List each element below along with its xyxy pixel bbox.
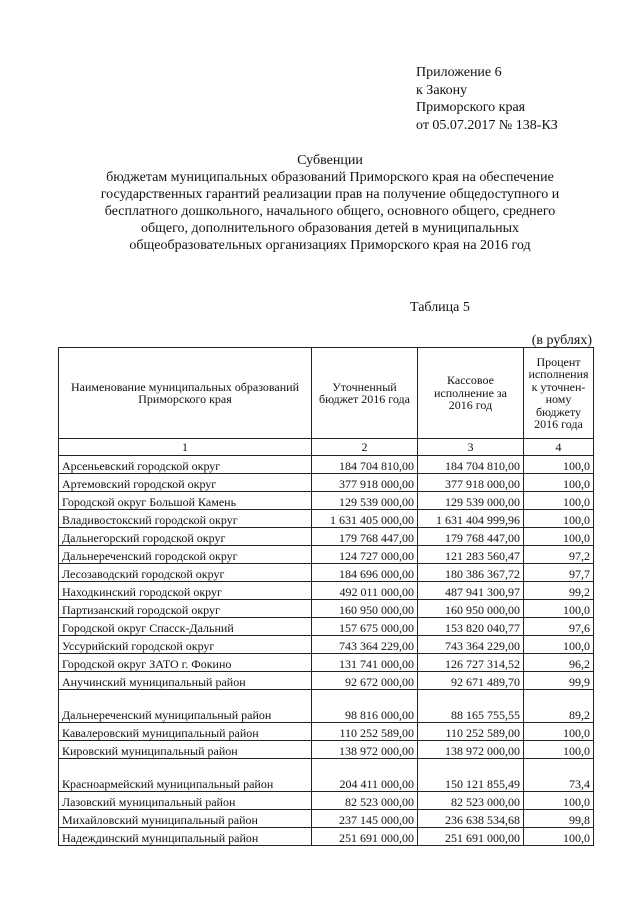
row-name: Дальнереченский муниципальный район xyxy=(59,690,312,723)
table-row xyxy=(59,510,594,528)
appendix-line: к Закону xyxy=(416,82,468,98)
column-number: 4 xyxy=(524,439,594,456)
row-percent: 100,0 xyxy=(524,492,594,510)
row-percent: 100,0 xyxy=(524,528,594,546)
table-label: Таблица 5 xyxy=(410,300,470,315)
row-name: Кавалеровский муниципальный район xyxy=(59,723,312,741)
table-row xyxy=(59,600,594,618)
table-row xyxy=(59,582,594,600)
row-percent: 100,0 xyxy=(524,456,594,474)
row-executed: 1 631 404 999,96 xyxy=(418,510,524,528)
row-percent: 97,6 xyxy=(524,618,594,636)
row-budget: 124 727 000,00 xyxy=(312,546,418,564)
document-title xyxy=(40,152,620,254)
row-name: Лесозаводский городской округ xyxy=(59,564,312,582)
row-executed: 129 539 000,00 xyxy=(418,492,524,510)
appendix-line: Приложение 6 xyxy=(416,65,502,80)
row-name: Лазовский муниципальный район xyxy=(59,792,312,810)
row-percent: 100,0 xyxy=(524,723,594,741)
row-percent: 89,2 xyxy=(524,690,594,723)
row-budget: 179 768 447,00 xyxy=(312,528,418,546)
table-row xyxy=(59,528,594,546)
row-name: Дальнегорский городской округ xyxy=(59,528,312,546)
table-row xyxy=(59,546,594,564)
row-executed: 150 121 855,49 xyxy=(418,759,524,792)
row-percent: 99,8 xyxy=(524,810,594,828)
row-executed: 179 768 447,00 xyxy=(418,528,524,546)
row-budget: 98 816 000,00 xyxy=(312,690,418,723)
table-row xyxy=(59,741,594,759)
row-percent: 96,2 xyxy=(524,654,594,672)
table-row xyxy=(59,723,594,741)
row-percent: 100,0 xyxy=(524,741,594,759)
table-row xyxy=(59,564,594,582)
row-executed: 138 972 000,00 xyxy=(418,741,524,759)
title-heading: Субвенции xyxy=(297,153,363,168)
title-line: общего, дополнительного образования детей в муниципальных xyxy=(140,221,520,236)
header-budget: Уточненный бюджет 2016 года xyxy=(312,348,418,439)
row-name: Городской округ ЗАТО г. Фокино xyxy=(59,654,312,672)
subsidy-table xyxy=(58,347,594,846)
row-executed: 487 941 300,97 xyxy=(418,582,524,600)
row-name: Михайловский муниципальный район xyxy=(59,810,312,828)
row-percent: 100,0 xyxy=(524,600,594,618)
title-line: бюджетам муниципальных образований Приморского края на обеспечение xyxy=(106,170,554,185)
row-name: Дальнереченский городской округ xyxy=(59,546,312,564)
row-executed: 82 523 000,00 xyxy=(418,792,524,810)
row-executed: 236 638 534,68 xyxy=(418,810,524,828)
row-percent: 100,0 xyxy=(524,474,594,492)
row-percent: 99,9 xyxy=(524,672,594,690)
title-line: общеобразовательных организациях Приморского края на 2016 год xyxy=(129,238,531,253)
row-budget: 204 411 000,00 xyxy=(312,759,418,792)
units-label: (в рублях) xyxy=(531,333,592,348)
row-name: Находкинский городской округ xyxy=(59,582,312,600)
row-executed: 251 691 000,00 xyxy=(418,828,524,846)
row-executed: 184 704 810,00 xyxy=(418,456,524,474)
column-number: 1 xyxy=(59,439,312,456)
table-row xyxy=(59,792,594,810)
row-percent: 99,2 xyxy=(524,582,594,600)
row-executed: 180 386 367,72 xyxy=(418,564,524,582)
row-percent: 100,0 xyxy=(524,510,594,528)
row-percent: 73,4 xyxy=(524,759,594,792)
table-row xyxy=(59,759,594,792)
row-percent: 97,7 xyxy=(524,564,594,582)
table-row xyxy=(59,456,594,474)
row-name: Арсеньевский городской округ xyxy=(59,456,312,474)
row-name: Партизанский городской округ xyxy=(59,600,312,618)
row-budget: 138 972 000,00 xyxy=(312,741,418,759)
row-budget: 237 145 000,00 xyxy=(312,810,418,828)
row-executed: 743 364 229,00 xyxy=(418,636,524,654)
column-number: 3 xyxy=(418,439,524,456)
row-budget: 82 523 000,00 xyxy=(312,792,418,810)
table-row xyxy=(59,492,594,510)
appendix-block xyxy=(416,64,558,134)
table-row xyxy=(59,618,594,636)
row-executed: 126 727 314,52 xyxy=(418,654,524,672)
row-budget: 492 011 000,00 xyxy=(312,582,418,600)
row-executed: 92 671 489,70 xyxy=(418,672,524,690)
row-executed: 160 950 000,00 xyxy=(418,600,524,618)
table-row xyxy=(59,654,594,672)
row-executed: 377 918 000,00 xyxy=(418,474,524,492)
column-number: 2 xyxy=(312,439,418,456)
appendix-line: от 05.07.2017 № 138-КЗ xyxy=(416,117,558,133)
header-executed: Кассовое исполнение за 2016 год xyxy=(418,348,524,439)
table-row xyxy=(59,672,594,690)
table-row xyxy=(59,690,594,723)
header-name: Наименование муниципальных образований Приморского края xyxy=(59,348,312,439)
row-budget: 160 950 000,00 xyxy=(312,600,418,618)
row-name: Владивостокский городской округ xyxy=(59,510,312,528)
row-percent: 100,0 xyxy=(524,792,594,810)
row-name: Красноармейский муниципальный район xyxy=(59,759,312,792)
row-executed: 110 252 589,00 xyxy=(418,723,524,741)
row-budget: 1 631 405 000,00 xyxy=(312,510,418,528)
row-budget: 377 918 000,00 xyxy=(312,474,418,492)
row-name: Артемовский городской округ xyxy=(59,474,312,492)
row-percent: 97,2 xyxy=(524,546,594,564)
row-name: Надеждинский муниципальный район xyxy=(59,828,312,846)
row-budget: 184 704 810,00 xyxy=(312,456,418,474)
table-row xyxy=(59,810,594,828)
row-executed: 153 820 040,77 xyxy=(418,618,524,636)
row-budget: 743 364 229,00 xyxy=(312,636,418,654)
row-percent: 100,0 xyxy=(524,636,594,654)
row-percent: 100,0 xyxy=(524,828,594,846)
row-name: Городской округ Большой Камень xyxy=(59,492,312,510)
row-budget: 157 675 000,00 xyxy=(312,618,418,636)
title-line: бесплатного дошкольного, начального общего, основного общего, среднего xyxy=(104,204,556,219)
header-percent: Процент исполнения к уточнен-ному бюджету 2016 года xyxy=(524,348,594,439)
row-budget: 92 672 000,00 xyxy=(312,672,418,690)
row-name: Городской округ Спасск-Дальний xyxy=(59,618,312,636)
row-budget: 129 539 000,00 xyxy=(312,492,418,510)
row-budget: 110 252 589,00 xyxy=(312,723,418,741)
row-name: Кировский муниципальный район xyxy=(59,741,312,759)
table-row xyxy=(59,474,594,492)
row-name: Анучинский муниципальный район xyxy=(59,672,312,690)
table-row xyxy=(59,636,594,654)
row-executed: 88 165 755,55 xyxy=(418,690,524,723)
row-budget: 131 741 000,00 xyxy=(312,654,418,672)
row-name: Уссурийский городской округ xyxy=(59,636,312,654)
row-budget: 184 696 000,00 xyxy=(312,564,418,582)
appendix-line: Приморского края xyxy=(416,100,526,115)
row-executed: 121 283 560,47 xyxy=(418,546,524,564)
row-budget: 251 691 000,00 xyxy=(312,828,418,846)
title-line: государственных гарантий реализации прав на получение общедоступного и xyxy=(100,187,560,202)
table-row xyxy=(59,828,594,846)
